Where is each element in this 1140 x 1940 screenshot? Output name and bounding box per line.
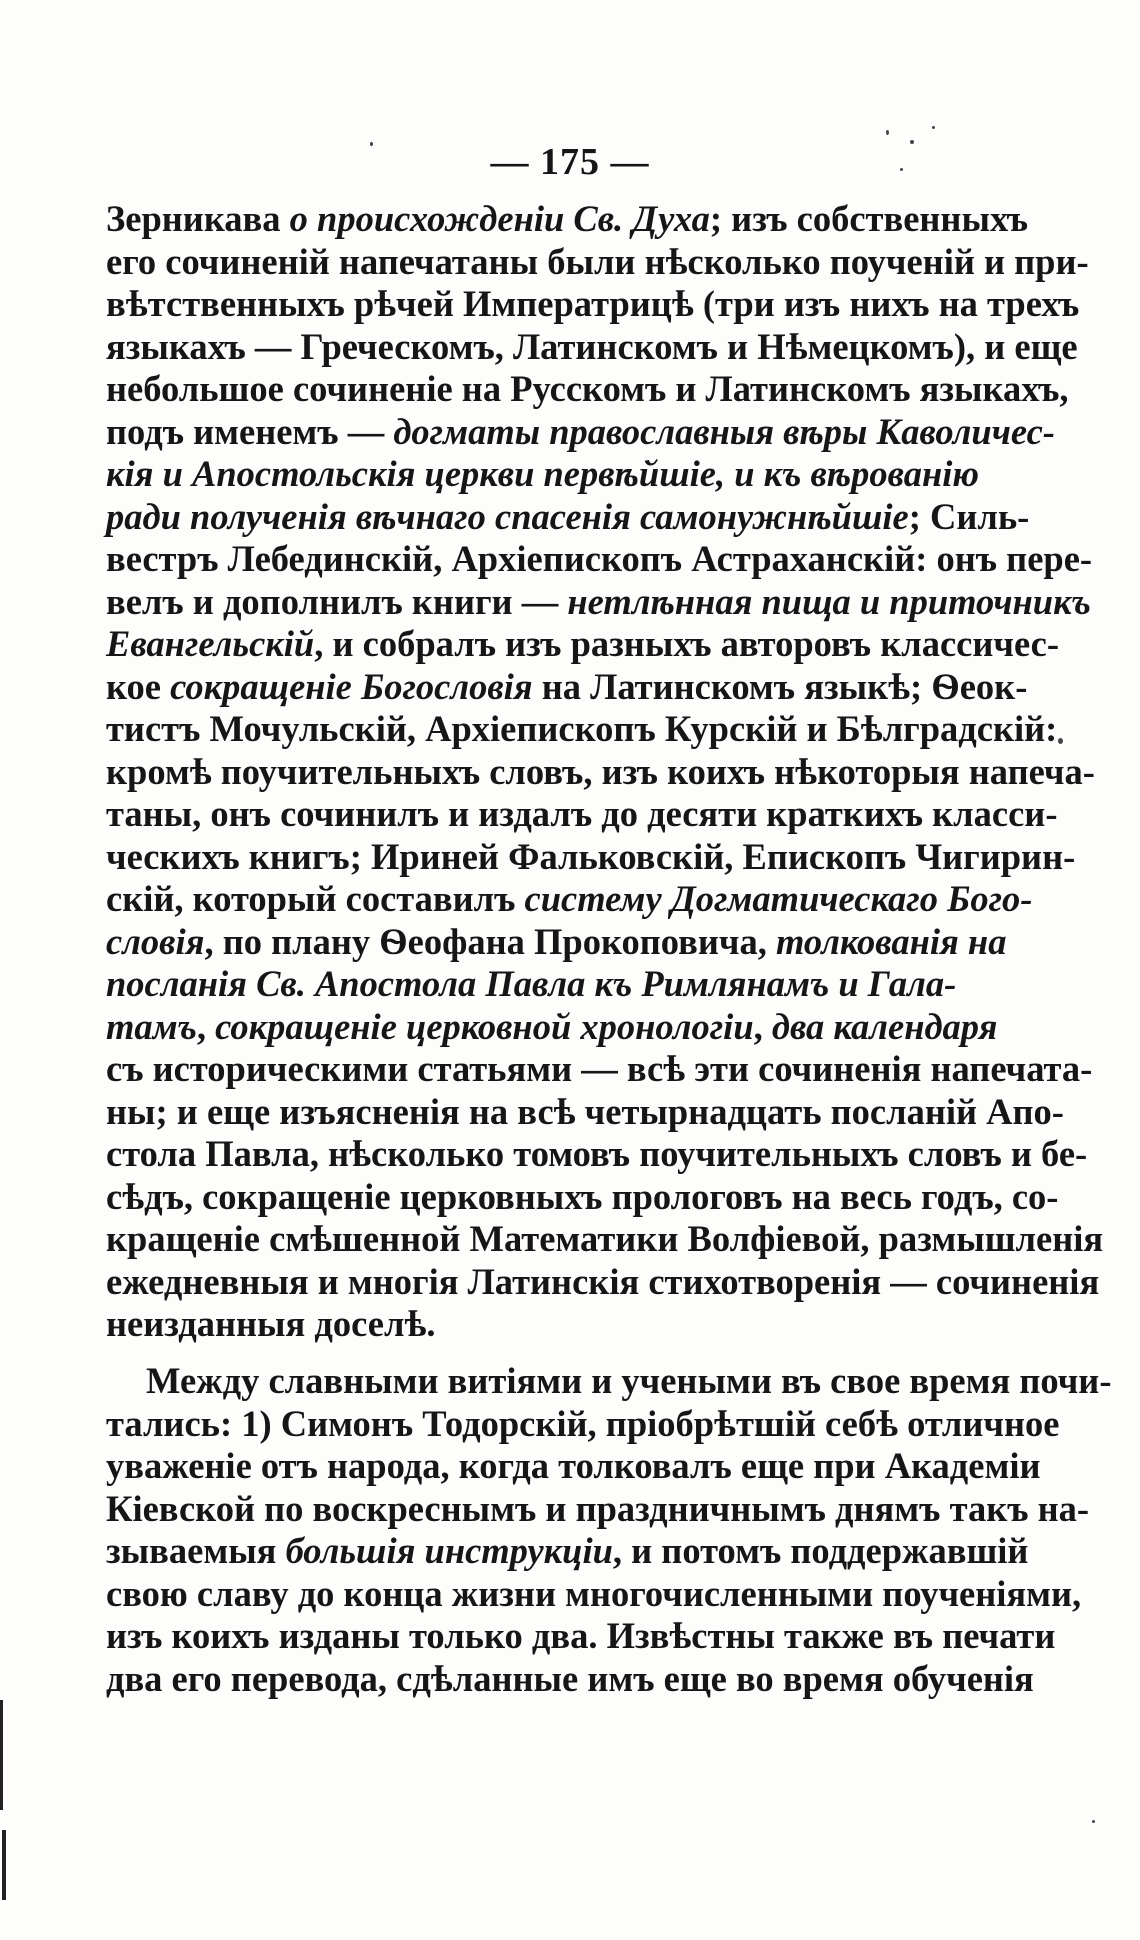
text-segment: , — [196, 1005, 216, 1047]
text-segment: зываемыя — [106, 1530, 286, 1571]
text-segment: велъ и дополнилъ книги — — [106, 580, 568, 622]
italic-text-segment: догматы православныя вѣры Каволичес- — [393, 410, 1055, 452]
italic-text-segment: тамъ — [106, 1005, 197, 1047]
text-segment: съ историческими статьями — всѣ эти сочиненія напечата- — [106, 1048, 1093, 1089]
text-line — [106, 1133, 1088, 1176]
text-line — [106, 198, 1029, 241]
text-segment: свою славу до конца жизни многочисленными поученіями, — [106, 1572, 1082, 1614]
paragraph-1 — [106, 198, 1104, 1346]
text-segment: уваженіе отъ народа, когда толковалъ еще при Академіи — [106, 1445, 1041, 1486]
text-line — [106, 1218, 1104, 1261]
text-line — [106, 793, 1058, 836]
text-line — [106, 283, 1080, 326]
italic-text-segment: систему Догматическаго Бого- — [524, 878, 1033, 919]
text-line — [106, 920, 1007, 964]
italic-text-segment: сокращеніе церковной хронологіи — [215, 1005, 754, 1047]
text-segment: , и собралъ изъ разныхъ авторовъ классичес- — [314, 623, 1059, 664]
text-segment: неизданныя доселѣ. — [106, 1303, 436, 1344]
text-segment: его сочиненій напечатаны были нѣсколько поученій и при- — [106, 240, 1089, 282]
text-segment: Кіевской по воскреснымъ и праздничнымъ днямъ такъ на- — [106, 1487, 1090, 1529]
paragraph-2 — [106, 1360, 1112, 1700]
text-segment: ; Силь- — [908, 495, 1030, 537]
text-line — [106, 538, 1093, 581]
text-segment: вѣтственныхъ рѣчей Императрицѣ (три изъ нихъ на трехъ — [106, 283, 1080, 324]
text-line — [106, 1530, 1029, 1573]
text-segment: тистъ Мочульскій, Архіепископъ Курскій и Бѣлградскій: — [106, 708, 1058, 749]
italic-text-segment: нетлѣнная пища и приточникъ — [567, 580, 1091, 622]
text-line — [106, 1445, 1041, 1488]
text-segment: Между славными витіями и учеными въ свое время почи- — [146, 1360, 1112, 1401]
text-segment: два его перевода, сдѣланные имъ еще во время обученія — [106, 1657, 1034, 1699]
italic-text-segment: словія — [106, 920, 205, 962]
text-line — [106, 580, 1091, 624]
text-segment: ежедневныя и многія Латинскія стихотворенія — сочиненія — [106, 1260, 1100, 1302]
text-line — [106, 1572, 1082, 1616]
scan-speck — [886, 130, 889, 135]
text-line — [106, 1657, 1034, 1701]
text-segment: подъ именемъ — — [106, 410, 394, 452]
text-line — [106, 963, 956, 1006]
text-line — [106, 623, 1059, 666]
text-line — [106, 1615, 1056, 1658]
text-line — [106, 708, 1058, 751]
scan-speck — [910, 140, 914, 144]
text-segment: сѣдъ, сокращеніе церковныхъ прологовъ на весь годъ, со- — [106, 1175, 1059, 1217]
scan-speck — [932, 126, 935, 129]
text-line — [106, 1090, 1064, 1134]
italic-text-segment: ради полученія вѣчнаго спасенія самонужнѣйшіе — [106, 495, 909, 537]
text-segment: тались: 1) Симонъ Тодорскій, пріобрѣтшій себѣ отличное — [106, 1402, 1060, 1444]
text-line — [106, 1005, 998, 1049]
text-segment: стола Павла, нѣсколько томовъ поучительныхъ словъ и бе- — [106, 1133, 1088, 1174]
text-line — [106, 1048, 1093, 1091]
text-segment: небольшое сочиненіе на Русскомъ и Латинскомъ языкахъ, — [106, 368, 1069, 409]
text-segment: вестръ Лебединскій, Архіепископъ Астраханскій: онъ пере- — [106, 538, 1093, 579]
text-line — [106, 368, 1069, 411]
text-line — [106, 750, 1095, 794]
text-line — [106, 453, 979, 496]
text-line — [106, 1175, 1059, 1219]
italic-text-segment: толкованія на — [775, 920, 1007, 962]
text-segment: Зерникава — [106, 198, 290, 239]
text-line — [106, 410, 1055, 454]
text-segment: , — [753, 1005, 772, 1047]
text-segment: кое — [106, 665, 171, 707]
text-segment: кромѣ поучительныхъ словъ, изъ коихъ нѣкоторыя напеча- — [106, 750, 1095, 792]
text-segment: изъ коихъ изданы только два. Извѣстны также въ печати — [106, 1615, 1056, 1656]
text-segment: , по плану Ѳеофана Прокоповича, — [204, 920, 776, 962]
scan-speck — [1058, 738, 1063, 744]
text-line — [106, 1402, 1060, 1446]
text-segment: на Латинскомъ языкѣ; Ѳеок- — [532, 665, 1028, 707]
scan-speck — [370, 142, 373, 146]
scan-speck — [900, 168, 903, 171]
italic-text-segment: Евангельскій — [106, 623, 315, 664]
text-line — [106, 665, 1028, 709]
text-segment: кращеніе смѣшенной Математики Волфіевой, размышленія — [106, 1218, 1104, 1259]
text-line — [106, 878, 1033, 921]
italic-text-segment: два календаря — [771, 1005, 998, 1047]
text-segment: таны, онъ сочинилъ и издалъ до десяти краткихъ класси- — [106, 793, 1058, 834]
text-line — [106, 1303, 956, 1346]
text-segment: , и потомъ поддержавшій — [612, 1530, 1029, 1571]
text-line — [106, 1360, 1112, 1403]
scan-speck — [1092, 1820, 1095, 1823]
text-line — [106, 240, 1089, 284]
italic-text-segment: посланія Св. Апостола Павла къ Римлянамъ и Гала- — [106, 963, 957, 1004]
page-number: — 175 — — [490, 141, 650, 183]
scan-edge-mark — [2, 1830, 6, 1900]
text-segment: ческихъ книгъ; Ириней Фальковскій, Епископъ Чигирин- — [106, 835, 1076, 877]
italic-text-segment: сокращеніе Богословія — [170, 665, 533, 707]
text-line — [106, 1487, 1090, 1531]
italic-text-segment: большія инструкціи — [285, 1530, 613, 1571]
text-line — [106, 495, 1030, 539]
italic-text-segment: кія и Апостольскія церкви первѣйшіе, и къ вѣрованію — [106, 453, 979, 494]
text-line — [106, 325, 1078, 369]
scan-edge-mark — [0, 1700, 3, 1810]
text-line — [106, 835, 1076, 879]
text-segment: ; изъ собственныхъ — [709, 198, 1029, 239]
text-segment: языкахъ — Греческомъ, Латинскомъ и Нѣмецкомъ), и еще — [106, 325, 1078, 367]
text-segment: скій, который составилъ — [106, 878, 525, 919]
italic-text-segment: о происхожденіи Св. Духа — [289, 198, 710, 239]
text-segment: ны; и еще изъясненія на всѣ четырнадцать посланій Апо- — [106, 1090, 1064, 1132]
text-line — [106, 1260, 1100, 1304]
